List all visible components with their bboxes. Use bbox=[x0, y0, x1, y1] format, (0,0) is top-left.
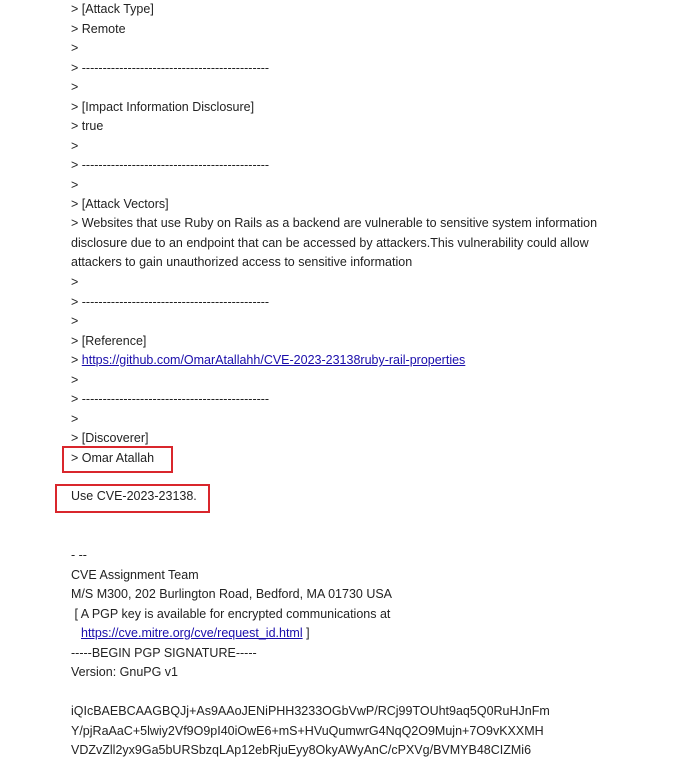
vectors-header: > [Attack Vectors] bbox=[71, 197, 169, 211]
quote-blank: > bbox=[71, 139, 79, 153]
discoverer-header: > [Discoverer] bbox=[71, 431, 149, 445]
quote-blank: > bbox=[71, 275, 79, 289]
attack-type-value: > Remote bbox=[71, 22, 126, 36]
pgp-link-line bbox=[81, 626, 310, 641]
separator: > --------------------------------------------- bbox=[71, 61, 270, 75]
discoverer-value: > Omar Atallah bbox=[71, 451, 155, 465]
vectors-text: > Websites that use Ruby on Rails as a backend are vulnerable to sensitive system information disclosure due to an endpoint that can be accessed by attackers.This vulnerability could allow attackers to gain unauthorized access to sensitive information bbox=[71, 216, 598, 269]
reference-link[interactable]: https://github.com/OmarAtallahh/CVE-2023-23138ruby-rail-properties bbox=[81, 353, 466, 367]
team-name: CVE Assignment Team bbox=[71, 568, 199, 582]
pgp-begin: -----BEGIN PGP SIGNATURE----- bbox=[71, 646, 257, 660]
team-address: M/S M300, 202 Burlington Road, Bedford, MA 01730 USA bbox=[71, 587, 393, 601]
quote-blank: > bbox=[71, 178, 79, 192]
pgp-close: ] bbox=[302, 626, 310, 640]
signature-dash: - -- bbox=[71, 548, 87, 562]
quote-blank: > bbox=[71, 412, 79, 426]
pgp-signature-line: VDZvZll2yx9Ga5bURSbzqLAp12ebRjuEyy8OkyAWyAnC/cPXVg/BVMYB48CIZMi6 bbox=[71, 743, 532, 757]
quote-blank: > bbox=[71, 41, 79, 55]
pgp-signature-line: iQIcBAEBCAAGBQJj+As9AAoJENiPHH3233OGbVwP/RCj99TOUht9aq5Q0RuHJnFm bbox=[71, 704, 550, 718]
separator: > --------------------------------------------- bbox=[71, 158, 270, 172]
separator: > --------------------------------------------- bbox=[71, 392, 270, 406]
pgp-version: Version: GnuPG v1 bbox=[71, 665, 179, 679]
impact-value: > true bbox=[71, 119, 104, 133]
separator: > --------------------------------------------- bbox=[71, 295, 270, 309]
reference-header: > [Reference] bbox=[71, 334, 147, 348]
reference-prefix: > bbox=[71, 353, 82, 367]
quote-blank: > bbox=[71, 314, 79, 328]
pgp-link[interactable]: https://cve.mitre.org/cve/request_id.html bbox=[81, 626, 303, 640]
reference-line bbox=[71, 353, 465, 368]
pgp-signature-line: Y/pjRaAaC+5lwiy2Vf9O9pI40iOwE6+mS+HVuQumwrG4NqQ2O9Mujn+7O9vKXXMH bbox=[71, 724, 544, 738]
impact-header: > [Impact Information Disclosure] bbox=[71, 100, 255, 114]
discoverer-highlight-box bbox=[62, 446, 173, 473]
quote-blank: > bbox=[71, 373, 79, 387]
cve-assignment: Use CVE-2023-23138. bbox=[71, 489, 197, 503]
cve-highlight-box bbox=[55, 484, 210, 513]
quote-blank: > bbox=[71, 80, 79, 94]
pgp-note: [ A PGP key is available for encrypted communications at bbox=[71, 607, 391, 621]
attack-type-header: > [Attack Type] bbox=[71, 2, 154, 16]
